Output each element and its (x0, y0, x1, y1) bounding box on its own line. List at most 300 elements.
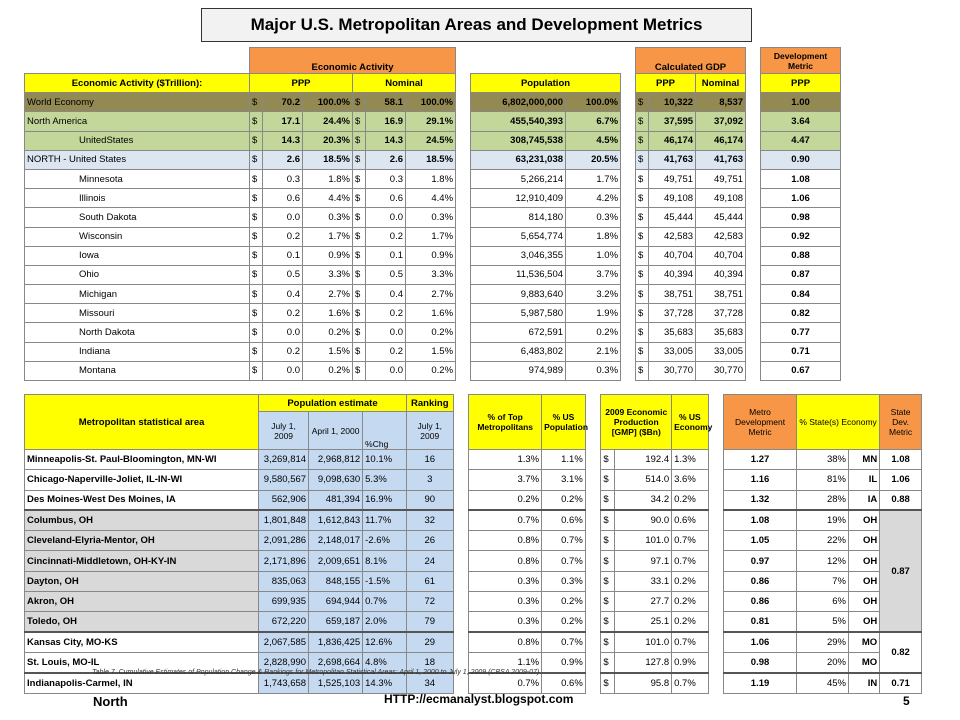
pop-april-2000: 9,098,630 (309, 470, 363, 490)
table-row (25, 450, 922, 470)
state-abbr: OH (848, 551, 879, 571)
ppp-percent: 1.5% (303, 342, 353, 361)
ppp-value: 70.2 (263, 93, 303, 112)
april-2000-header: April 1, 2000 (309, 412, 363, 450)
pop-april-2000: 1,525,103 (309, 673, 363, 693)
development-metric-value: 1.08 (761, 169, 841, 188)
row-name: Iowa (25, 246, 250, 265)
ppp-header: PPP (250, 74, 353, 93)
currency-symbol: $ (353, 227, 366, 246)
gdp-ppp-value: 30,770 (649, 361, 696, 380)
msa-name: Cleveland-Elyria-Mentor, OH (25, 531, 259, 551)
table-row (25, 112, 841, 131)
state-dev-metric: 1.08 (880, 450, 922, 470)
table-row (25, 131, 841, 150)
ppp-percent: 1.6% (303, 304, 353, 323)
pct-us-population: 0.3% (542, 571, 586, 591)
currency-symbol: $ (250, 112, 263, 131)
ppp-percent: 0.2% (303, 323, 353, 342)
nominal-value: 0.5 (366, 265, 406, 284)
currency-symbol: $ (353, 150, 366, 169)
pop-pct-change: 4.8% (363, 652, 407, 672)
ppp-percent: 1.8% (303, 169, 353, 188)
gmp-value: 127.8 (614, 652, 671, 672)
pct-us-population: 0.6% (542, 673, 586, 693)
currency-symbol: $ (636, 285, 649, 304)
pct-us-population: 0.7% (542, 531, 586, 551)
pct-us-economy: 3.6% (672, 470, 708, 490)
nominal-value: 0.0 (366, 323, 406, 342)
gdp-ppp-value: 46,174 (649, 131, 696, 150)
ppp-percent: 24.4% (303, 112, 353, 131)
msa-name: Columbus, OH (25, 510, 259, 530)
nominal-percent: 1.5% (406, 342, 456, 361)
population-value: 672,591 (471, 323, 566, 342)
nominal-percent: 0.2% (406, 323, 456, 342)
gdp-nominal-value: 8,537 (696, 93, 746, 112)
gdp-ppp-value: 37,595 (649, 112, 696, 131)
dev-ppp-header: PPP (761, 74, 841, 93)
population-percent: 6.7% (566, 112, 621, 131)
nominal-value: 0.3 (366, 169, 406, 188)
gdp-nominal-value: 37,092 (696, 112, 746, 131)
pop-april-2000: 481,394 (309, 490, 363, 510)
gdp-nominal-value: 30,770 (696, 361, 746, 380)
gmp-value: 101.0 (614, 531, 671, 551)
ranking-2009: 61 (406, 571, 453, 591)
table-row (25, 150, 841, 169)
currency-symbol: $ (601, 673, 615, 693)
gdp-nominal-value: 40,704 (696, 246, 746, 265)
july-2009-header: July 1, 2009 (259, 412, 309, 450)
state-dev-metric: 0.71 (880, 673, 922, 693)
nominal-percent: 29.1% (406, 112, 456, 131)
pop-pct-change: 10.1% (363, 450, 407, 470)
row-name: Indiana (25, 342, 250, 361)
nominal-value: 16.9 (366, 112, 406, 131)
state-dev-metric: 0.87 (880, 510, 922, 632)
currency-symbol: $ (250, 342, 263, 361)
ppp-value: 0.0 (263, 361, 303, 380)
population-percent: 20.5% (566, 150, 621, 169)
nominal-percent: 0.3% (406, 208, 456, 227)
ppp-value: 0.2 (263, 342, 303, 361)
ppp-value: 0.5 (263, 265, 303, 284)
row-name: World Economy (25, 93, 250, 112)
nominal-value: 0.2 (366, 342, 406, 361)
pop-july-2009: 1,743,658 (259, 673, 309, 693)
rank-2009-header: July 1, 2009 (406, 412, 453, 450)
footer-url: HTTP://ecmanalyst.blogspot.com (384, 692, 574, 706)
currency-symbol: $ (636, 150, 649, 169)
page-number: 5 (903, 694, 910, 708)
pct-top-metros: 0.3% (469, 592, 542, 612)
population-value: 974,989 (471, 361, 566, 380)
metro-dev-metric: 1.05 (724, 531, 797, 551)
nominal-value: 0.2 (366, 227, 406, 246)
pct-state-economy: 12% (796, 551, 848, 571)
pct-state-economy: 19% (796, 510, 848, 530)
currency-symbol: $ (601, 470, 615, 490)
metro-dev-metric: 0.81 (724, 612, 797, 632)
gdp-nominal-value: 33,005 (696, 342, 746, 361)
ppp-value: 17.1 (263, 112, 303, 131)
currency-symbol: $ (353, 285, 366, 304)
gmp-value: 101.0 (614, 632, 671, 652)
nominal-percent: 4.4% (406, 189, 456, 208)
state-abbr: OH (848, 510, 879, 530)
currency-symbol: $ (250, 93, 263, 112)
nominal-value: 0.2 (366, 304, 406, 323)
metro-dev-metric: 0.86 (724, 592, 797, 612)
pop-pct-change: 2.0% (363, 612, 407, 632)
pct-top-metros: 0.8% (469, 632, 542, 652)
table-row (25, 93, 841, 112)
pop-july-2009: 1,801,848 (259, 510, 309, 530)
ppp-value: 0.3 (263, 169, 303, 188)
state-abbr: IA (848, 490, 879, 510)
development-metric-value: 0.98 (761, 208, 841, 227)
gdp-nominal-value: 41,763 (696, 150, 746, 169)
nominal-value: 0.0 (366, 361, 406, 380)
table-row (25, 342, 841, 361)
nominal-percent: 1.6% (406, 304, 456, 323)
table-row (25, 571, 922, 591)
nominal-value: 0.0 (366, 208, 406, 227)
pct-state-economy: 29% (796, 632, 848, 652)
row-name: Wisconsin (25, 227, 250, 246)
currency-symbol: $ (353, 93, 366, 112)
pct-us-economy: 0.7% (672, 551, 708, 571)
pct-us-population: 0.2% (542, 490, 586, 510)
population-value: 308,745,538 (471, 131, 566, 150)
ppp-value: 2.6 (263, 150, 303, 169)
pop-pct-change: 8.1% (363, 551, 407, 571)
metro-dev-metric: 1.16 (724, 470, 797, 490)
currency-symbol: $ (636, 323, 649, 342)
pop-july-2009: 3,269,814 (259, 450, 309, 470)
currency-symbol: $ (353, 323, 366, 342)
msa-name: Cincinnati-Middletown, OH-KY-IN (25, 551, 259, 571)
ppp-value: 0.0 (263, 323, 303, 342)
table-row (25, 285, 841, 304)
pct-top-metros: 0.8% (469, 531, 542, 551)
pct-top-metros: 0.2% (469, 490, 542, 510)
row-name: NORTH - United States (25, 150, 250, 169)
currency-symbol: $ (250, 246, 263, 265)
ppp-percent: 1.7% (303, 227, 353, 246)
table-row (25, 265, 841, 284)
pop-july-2009: 835,063 (259, 571, 309, 591)
ranking-2009: 3 (406, 470, 453, 490)
msa-name: Des Moines-West Des Moines, IA (25, 490, 259, 510)
ranking-header: Ranking (406, 395, 453, 412)
page-title: Major U.S. Metropolitan Areas and Development Metrics (201, 8, 752, 42)
currency-symbol: $ (601, 531, 615, 551)
gdp-ppp-value: 49,108 (649, 189, 696, 208)
pct-top-metros: 1.1% (469, 652, 542, 672)
ranking-2009: 72 (406, 592, 453, 612)
ppp-percent: 0.9% (303, 246, 353, 265)
population-percent: 1.9% (566, 304, 621, 323)
currency-symbol: $ (250, 265, 263, 284)
currency-symbol: $ (250, 361, 263, 380)
population-percent: 1.0% (566, 246, 621, 265)
t2-header-row-1 (25, 395, 922, 412)
table-caption: Table 7. Cumulative Estimates of Population Change & Rankings for Metropolitan Statistical Areas: April 1, 2000 to July 1, 2009 (CBSA 2009-07) (92, 669, 540, 676)
ppp-percent: 0.2% (303, 361, 353, 380)
state-abbr: MO (848, 632, 879, 652)
ranking-2009: 18 (406, 652, 453, 672)
currency-symbol: $ (636, 93, 649, 112)
gdp-nominal-value: 37,728 (696, 304, 746, 323)
development-metric-value: 0.84 (761, 285, 841, 304)
pct-us-population: 3.1% (542, 470, 586, 490)
ppp-percent: 0.3% (303, 208, 353, 227)
development-metric-value: 0.71 (761, 342, 841, 361)
currency-symbol: $ (250, 323, 263, 342)
currency-symbol: $ (250, 208, 263, 227)
currency-symbol: $ (601, 571, 615, 591)
population-value: 3,046,355 (471, 246, 566, 265)
currency-symbol: $ (250, 189, 263, 208)
nominal-percent: 1.7% (406, 227, 456, 246)
development-metric-value: 3.64 (761, 112, 841, 131)
currency-symbol: $ (601, 612, 615, 632)
table-row (25, 169, 841, 188)
ppp-value: 0.4 (263, 285, 303, 304)
pop-april-2000: 659,187 (309, 612, 363, 632)
economic-activity-table (24, 47, 841, 381)
gmp-value: 25.1 (614, 612, 671, 632)
msa-name: Indianapolis-Carmel, IN (25, 673, 259, 693)
state-dev-metric: 0.82 (880, 632, 922, 673)
pop-pct-change: -1.5% (363, 571, 407, 591)
pop-april-2000: 694,944 (309, 592, 363, 612)
pct-state-economy-header: % State(s) Economy (796, 395, 879, 450)
gdp-ppp-value: 40,704 (649, 246, 696, 265)
metro-dev-metric: 0.97 (724, 551, 797, 571)
state-dev-metric: 0.88 (880, 490, 922, 510)
currency-symbol: $ (636, 304, 649, 323)
ranking-2009: 24 (406, 551, 453, 571)
currency-symbol: $ (601, 592, 615, 612)
nominal-percent: 0.2% (406, 361, 456, 380)
pct-us-population: 0.2% (542, 612, 586, 632)
gdp-nominal-value: 46,174 (696, 131, 746, 150)
state-abbr: MN (848, 450, 879, 470)
pop-pct-change: 5.3% (363, 470, 407, 490)
row-name: Missouri (25, 304, 250, 323)
ranking-2009: 90 (406, 490, 453, 510)
currency-symbol: $ (353, 342, 366, 361)
population-percent: 2.1% (566, 342, 621, 361)
metro-dev-metric: 0.86 (724, 571, 797, 591)
state-abbr: OH (848, 612, 879, 632)
pct-us-population: 0.7% (542, 551, 586, 571)
population-percent: 1.8% (566, 227, 621, 246)
pct-us-population: 0.9% (542, 652, 586, 672)
pct-us-economy: 0.7% (672, 632, 708, 652)
pop-july-2009: 562,906 (259, 490, 309, 510)
currency-symbol: $ (250, 131, 263, 150)
pct-state-economy: 81% (796, 470, 848, 490)
table-row (25, 531, 922, 551)
gdp-ppp-value: 49,751 (649, 169, 696, 188)
development-metric-value: 1.06 (761, 189, 841, 208)
currency-symbol: $ (636, 131, 649, 150)
development-metric-header: Development Metric (761, 48, 841, 74)
pct-state-economy: 38% (796, 450, 848, 470)
gdp-ppp-value: 35,683 (649, 323, 696, 342)
population-percent: 3.7% (566, 265, 621, 284)
currency-symbol: $ (636, 265, 649, 284)
pct-state-economy: 5% (796, 612, 848, 632)
state-dev-metric: 1.06 (880, 470, 922, 490)
currency-symbol: $ (353, 246, 366, 265)
table-row (25, 490, 922, 510)
gdp-ppp-value: 42,583 (649, 227, 696, 246)
nominal-percent: 18.5% (406, 150, 456, 169)
population-value: 63,231,038 (471, 150, 566, 169)
t1-group-header (25, 48, 841, 74)
metro-dev-metric: 1.08 (724, 510, 797, 530)
gdp-ppp-value: 10,322 (649, 93, 696, 112)
nominal-percent: 2.7% (406, 285, 456, 304)
nominal-value: 14.3 (366, 131, 406, 150)
currency-symbol: $ (353, 265, 366, 284)
ppp-value: 0.2 (263, 304, 303, 323)
development-metric-value: 0.88 (761, 246, 841, 265)
currency-symbol: $ (353, 189, 366, 208)
population-percent: 1.7% (566, 169, 621, 188)
row-label-header: Economic Activity ($Trillion): (25, 74, 250, 93)
pct-us-pop-header: % US Population (542, 395, 586, 450)
pop-pct-change: 12.6% (363, 632, 407, 652)
nominal-percent: 100.0% (406, 93, 456, 112)
development-metric-value: 0.77 (761, 323, 841, 342)
ranking-2009: 26 (406, 531, 453, 551)
nominal-percent: 24.5% (406, 131, 456, 150)
population-percent: 4.5% (566, 131, 621, 150)
metro-dev-metric: 1.32 (724, 490, 797, 510)
ppp-percent: 18.5% (303, 150, 353, 169)
currency-symbol: $ (250, 285, 263, 304)
gdp-nominal-header: Nominal (696, 74, 746, 93)
currency-symbol: $ (250, 227, 263, 246)
row-name: North Dakota (25, 323, 250, 342)
pct-us-population: 0.6% (542, 510, 586, 530)
population-value: 5,654,774 (471, 227, 566, 246)
population-percent: 0.3% (566, 361, 621, 380)
population-value: 9,883,640 (471, 285, 566, 304)
nominal-header: Nominal (353, 74, 456, 93)
gdp-ppp-value: 38,751 (649, 285, 696, 304)
pct-state-economy: 6% (796, 592, 848, 612)
table-row (25, 361, 841, 380)
population-value: 11,536,504 (471, 265, 566, 284)
pct-state-economy: 22% (796, 531, 848, 551)
ppp-percent: 100.0% (303, 93, 353, 112)
pop-april-2000: 848,155 (309, 571, 363, 591)
pop-april-2000: 2,009,651 (309, 551, 363, 571)
pct-us-economy: 0.2% (672, 592, 708, 612)
currency-symbol: $ (601, 551, 615, 571)
pop-july-2009: 2,171,896 (259, 551, 309, 571)
gmp-value: 192.4 (614, 450, 671, 470)
metro-area-table (24, 394, 922, 694)
pop-july-2009: 2,091,286 (259, 531, 309, 551)
economic-production-header: 2009 Economic Production [GMP] ($Bn) (601, 395, 672, 450)
gmp-value: 27.7 (614, 592, 671, 612)
pct-us-economy-header: % US Economy (672, 395, 708, 450)
table-row (25, 632, 922, 652)
currency-symbol: $ (353, 131, 366, 150)
currency-symbol: $ (353, 361, 366, 380)
currency-symbol: $ (250, 169, 263, 188)
ppp-percent: 20.3% (303, 131, 353, 150)
ppp-value: 0.2 (263, 227, 303, 246)
state-abbr: OH (848, 571, 879, 591)
nominal-percent: 1.8% (406, 169, 456, 188)
table-row (25, 304, 841, 323)
gdp-ppp-value: 45,444 (649, 208, 696, 227)
currency-symbol: $ (250, 150, 263, 169)
development-metric-value: 0.92 (761, 227, 841, 246)
pct-top-metros: 0.7% (469, 510, 542, 530)
pop-july-2009: 672,220 (259, 612, 309, 632)
row-name: Minnesota (25, 169, 250, 188)
currency-symbol: $ (353, 208, 366, 227)
metro-dev-metric: 1.19 (724, 673, 797, 693)
population-estimate-header: Population estimate (259, 395, 407, 412)
gdp-nominal-value: 45,444 (696, 208, 746, 227)
nominal-percent: 3.3% (406, 265, 456, 284)
ppp-percent: 2.7% (303, 285, 353, 304)
gdp-ppp-value: 37,728 (649, 304, 696, 323)
currency-symbol: $ (601, 490, 615, 510)
pop-july-2009: 2,067,585 (259, 632, 309, 652)
pct-top-metros: 0.3% (469, 612, 542, 632)
row-name: Illinois (25, 189, 250, 208)
pct-us-population: 0.2% (542, 592, 586, 612)
metro-dev-metric: 1.06 (724, 632, 797, 652)
calculated-gdp-header: Calculated GDP (636, 48, 746, 74)
table-row (25, 323, 841, 342)
msa-name: Minneapolis-St. Paul-Bloomington, MN-WI (25, 450, 259, 470)
currency-symbol: $ (636, 342, 649, 361)
table-row (25, 510, 922, 530)
gmp-value: 97.1 (614, 551, 671, 571)
metro-dev-metric-header: Metro Development Metric (724, 395, 797, 450)
row-name: Ohio (25, 265, 250, 284)
pct-top-metros: 3.7% (469, 470, 542, 490)
currency-symbol: $ (636, 189, 649, 208)
currency-symbol: $ (353, 169, 366, 188)
pop-april-2000: 1,836,425 (309, 632, 363, 652)
pop-pct-change: 0.7% (363, 592, 407, 612)
currency-symbol: $ (601, 450, 615, 470)
gdp-nominal-value: 42,583 (696, 227, 746, 246)
ranking-2009: 29 (406, 632, 453, 652)
nominal-value: 0.6 (366, 189, 406, 208)
msa-name: Kansas City, MO-KS (25, 632, 259, 652)
pct-state-economy: 20% (796, 652, 848, 672)
ranking-2009: 79 (406, 612, 453, 632)
population-value: 5,987,580 (471, 304, 566, 323)
row-name: UnitedStates (25, 131, 250, 150)
pop-april-2000: 2,968,812 (309, 450, 363, 470)
